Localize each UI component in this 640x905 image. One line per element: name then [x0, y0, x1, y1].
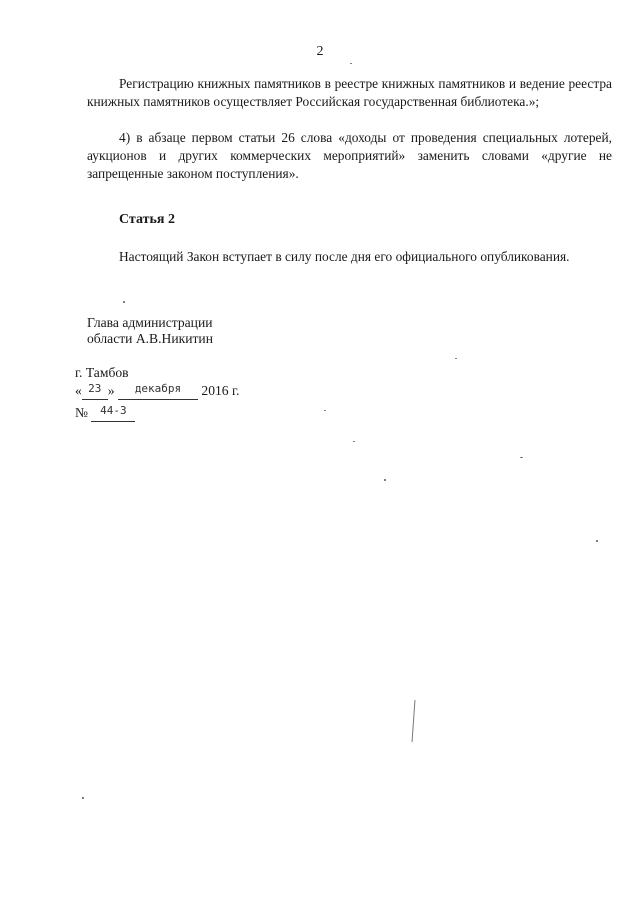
scan-speck	[350, 63, 352, 64]
date-year: 2016 г.	[201, 383, 240, 398]
scan-speck	[123, 301, 125, 303]
signature-name: области А.В.Никитин	[87, 331, 213, 346]
scan-speck	[455, 358, 457, 359]
date-day-field	[82, 384, 108, 400]
signature-title: Глава администрации	[87, 315, 213, 330]
article-text: Настоящий Закон вступает в силу после дня его официального опубликования.	[119, 249, 570, 264]
scan-speck	[384, 479, 386, 481]
date-line	[75, 382, 239, 400]
city-line: г. Тамбов	[75, 365, 129, 380]
scan-speck	[324, 410, 326, 411]
document-number-field	[91, 406, 135, 422]
number-line	[75, 404, 239, 422]
scan-speck	[596, 540, 598, 542]
place-date-block	[75, 364, 239, 422]
scan-mark	[412, 700, 416, 742]
date-month: декабря	[134, 382, 182, 395]
scan-speck	[82, 797, 84, 799]
scan-speck	[520, 457, 523, 458]
date-month-field	[118, 384, 198, 400]
signature-block	[87, 315, 213, 347]
document-number: 44-3	[100, 404, 127, 417]
quote-close: »	[107, 383, 115, 398]
scan-speck	[353, 441, 355, 442]
page-number: 2	[316, 44, 324, 59]
number-sign: №	[75, 405, 88, 420]
paragraph-registration: Регистрацию книжных памятников в реестре книжных памятников и ведение реестра книжных памятников осуществляет Российская государственная библиотека.»;	[87, 76, 612, 109]
article-heading: Статья 2	[119, 212, 175, 227]
quote-open: «	[75, 383, 82, 398]
date-day: 23	[88, 382, 102, 395]
paragraph-amendment-4: 4) в абзаце первом статьи 26 слова «доходы от проведения специальных лотерей, аукционов и других коммерческих мероприятий» заменить словами «другие не запрещенные законом поступления».	[87, 130, 612, 181]
